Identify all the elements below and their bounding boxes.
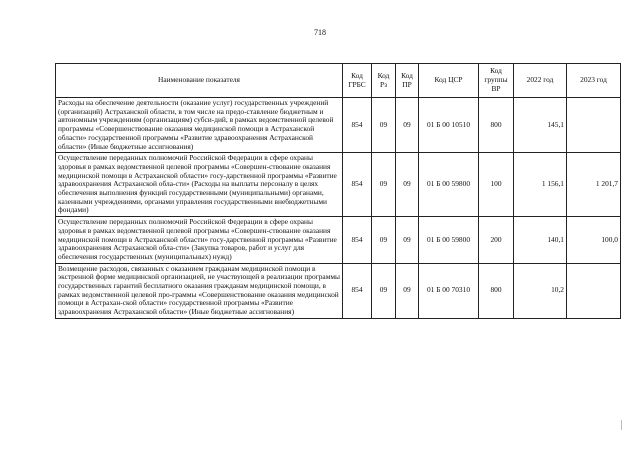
row-name: Осуществление переданных полномочий Российской Федерации в сфере охраны здоровья в рамках ведомственной целевой программы «Совершен-ствование оказания медицинской помощи в Астраханской области» госу-дарственной программы «Развитие здравоохранения Астраханской обла-сти» (Расходы на выплаты персоналу в целях обеспечения выполнения функций государственными (муниципальными) органами, казенными учреждениями, органами управления государственными внебюджетными фондами)	[56, 153, 343, 217]
row-2022: 145,1	[514, 98, 567, 153]
row-2023: 1 201,7	[567, 153, 621, 217]
row-grbs: 854	[343, 217, 372, 264]
page-number: 718	[314, 28, 326, 37]
row-grbs: 854	[343, 263, 372, 318]
budget-table	[55, 63, 621, 319]
header-pr: Код ПР	[396, 64, 419, 98]
row-2023	[567, 263, 621, 318]
row-grbs: 854	[343, 153, 372, 217]
table-row	[56, 263, 621, 318]
row-2022: 10,2	[514, 263, 567, 318]
table-row	[56, 98, 621, 153]
row-vr: 200	[479, 217, 514, 264]
row-vr: 100	[479, 153, 514, 217]
row-csr: 01 Б 00 10510	[419, 98, 479, 153]
scan-mark	[621, 420, 622, 430]
header-csr: Код ЦСР	[419, 64, 479, 98]
row-vr: 800	[479, 263, 514, 318]
header-row	[56, 64, 621, 98]
header-grbs: Код ГРБС	[343, 64, 372, 98]
row-2023	[567, 98, 621, 153]
header-vr: Код группы ВР	[479, 64, 514, 98]
row-name: Расходы на обеспечение деятельности (оказание услуг) государственных учреждений (организаций) Астраханской области, в том числе на предо-ставление бюджетным и автономным учреждениям (организациям) субси-дий, в рамках ведомственной целевой программы «Совершенствование оказания медицинской помощи в Астраханской области» государственной программы «Развитие здравоохранения Астраханской области» (Иные бюджетные ассигнования)	[56, 98, 343, 153]
header-name: Наименование показателя	[56, 64, 343, 98]
row-2022: 140,1	[514, 217, 567, 264]
row-rz: 09	[372, 98, 396, 153]
header-rz: Код Рз	[372, 64, 396, 98]
header-2022: 2022 год	[514, 64, 567, 98]
row-pr: 09	[396, 263, 419, 318]
row-2022: 1 156,1	[514, 153, 567, 217]
row-grbs: 854	[343, 98, 372, 153]
row-rz: 09	[372, 263, 396, 318]
row-pr: 09	[396, 217, 419, 264]
row-rz: 09	[372, 217, 396, 264]
row-rz: 09	[372, 153, 396, 217]
row-csr: 01 Б 00 59800	[419, 217, 479, 264]
row-name: Осуществление переданных полномочий Российской Федерации в сфере охраны здоровья в рамках ведомственной целевой программы «Совершен-ствование оказания медицинской помощи в Астраханской области» госу-дарственной программы «Развитие здравоохранения Астраханской обла-сти» (Закупка товаров, работ и услуг для обеспечения государственных (муниципальных) нужд)	[56, 217, 343, 264]
row-pr: 09	[396, 98, 419, 153]
row-name: Возмещение расходов, связанных с оказанием гражданам медицинской помощи в экстренной форме медицинской организацией, не участвующей в реализации программы государственных гарантий бесплатного оказания гражданам медицинской помощи, в рамках ведомственной целевой про-граммы «Совершенствование оказания медицинской помощи в Астрахан-ской области» государственной программы «Развитие здравоохранения Астраханской области» (Иные бюджетные ассигнования)	[56, 263, 343, 318]
row-vr: 800	[479, 98, 514, 153]
row-csr: 01 Б 00 59800	[419, 153, 479, 217]
table-row	[56, 153, 621, 217]
row-pr: 09	[396, 153, 419, 217]
row-csr: 01 Б 00 70310	[419, 263, 479, 318]
header-2023: 2023 год	[567, 64, 621, 98]
row-2023: 100,0	[567, 217, 621, 264]
table-row	[56, 217, 621, 264]
